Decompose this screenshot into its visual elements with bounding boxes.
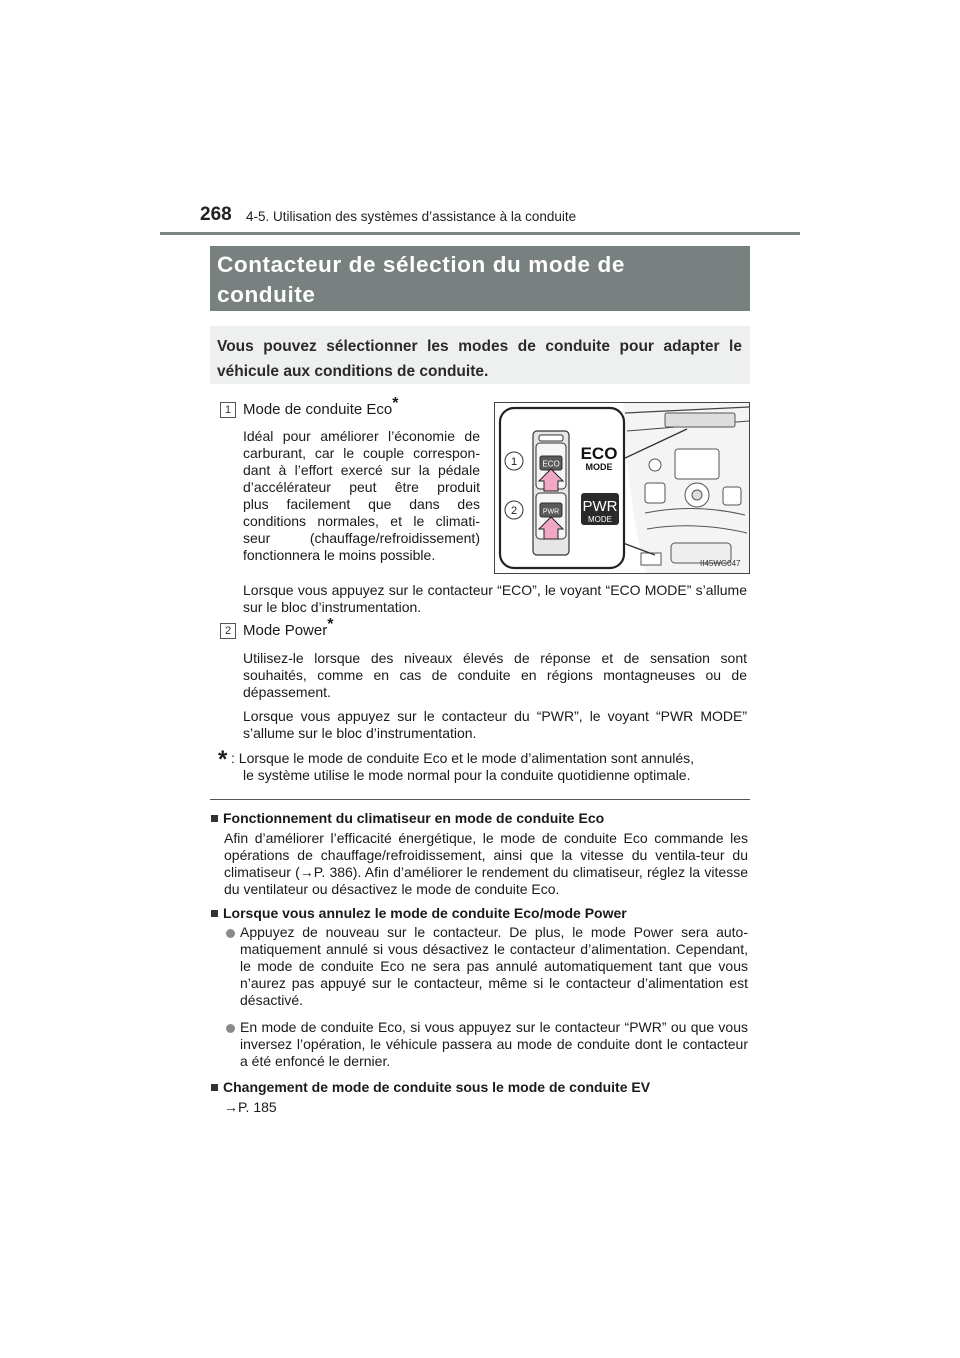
figure-callout-2: 2 bbox=[510, 505, 518, 517]
eco-indicator-top: ECO bbox=[580, 444, 618, 463]
section-heading-air-conditioner-text: Fonctionnement du climatiseur en mode de conduite Eco bbox=[223, 810, 605, 826]
item-number-2: 2 bbox=[220, 623, 236, 639]
footnote-asterisk: * bbox=[218, 746, 228, 773]
eco-indicator-bottom: MODE bbox=[585, 462, 613, 472]
item-heading-eco bbox=[243, 395, 399, 418]
section-heading-ev-mode-text: Changement de mode de conduite sous le mode de conduite EV bbox=[223, 1079, 651, 1095]
pwr-indicator-top: PWR bbox=[582, 498, 618, 515]
driving-mode-illustration bbox=[494, 402, 750, 574]
section-heading-air-conditioner bbox=[211, 810, 604, 826]
page-number: 268 bbox=[200, 204, 232, 225]
section-heading-ev-mode bbox=[211, 1079, 650, 1095]
pwr-button-label: PWR bbox=[542, 508, 560, 516]
eco-line-3: dant à l’effort exercé sur la pédale bbox=[243, 462, 480, 478]
eco-line-7: seur (chauffage/refroidissement) bbox=[243, 530, 480, 546]
item-note-power: Lorsque vous appuyez sur le contacteur du “PWR”, le voyant “PWR MODE” s’allume sur le bloc d’instrumentation. bbox=[243, 708, 747, 741]
bullet-text-1: Appuyez de nouveau sur le contacteur. De plus, le mode Power sera auto-matiquement annulé si vous désactivez le contacteur d’alimentation. Cependant, le mode de conduite Eco ne sera pas annulé automatiquement tant que vous n’aurez pas appuyé sur le contacteur, même si le contacteur d’alimentation est désactivé. bbox=[240, 924, 748, 1008]
page-title bbox=[210, 246, 750, 311]
asterisk-mark: * bbox=[392, 395, 399, 412]
asterisk-mark: * bbox=[327, 616, 334, 633]
square-bullet-icon bbox=[211, 1084, 218, 1091]
bullet-text-2: En mode de conduite Eco, si vous appuyez sur le contacteur “PWR” ou que vous inversez l’opération, le véhicule passera au mode de conduite dont le contacteur a été enfoncé le dernier. bbox=[240, 1019, 748, 1069]
section-heading-cancel-mode bbox=[211, 905, 627, 921]
page-reference-link[interactable]: →P. 185 bbox=[224, 1099, 277, 1115]
circle-bullet-icon bbox=[226, 1024, 235, 1033]
square-bullet-icon bbox=[211, 910, 218, 917]
section-title: 4-5. Utilisation des systèmes d’assistance à la conduite bbox=[246, 209, 577, 224]
header-rule bbox=[160, 232, 800, 235]
eco-line-6: conditions normales, et le climati- bbox=[243, 513, 480, 529]
item-heading-power-text: Mode Power bbox=[243, 622, 328, 639]
item-note-eco: Lorsque vous appuyez sur le contacteur “ECO”, le voyant “ECO MODE” s’allume sur le bloc d’instrumentation. bbox=[243, 582, 747, 615]
item-description-power: Utilisez-le lorsque des niveaux élevés de réponse et de sensation sont souhaités, comme en cas de conduite en régions montagneuses ou de dépassement. bbox=[243, 650, 747, 700]
section-heading-cancel-mode-text: Lorsque vous annulez le mode de conduite Eco/mode Power bbox=[223, 905, 627, 921]
eco-line-2: carburant, car le couple correspon- bbox=[243, 445, 480, 461]
footnote-line-2: le système utilise le mode normal pour la conduite quotidienne optimale. bbox=[243, 767, 691, 783]
footnote-line-1: : Lorsque le mode de conduite Eco et le mode d’alimentation sont annulés, bbox=[231, 750, 695, 766]
eco-line-8: fonctionnera le moins possible. bbox=[243, 547, 436, 563]
section-body-air-conditioner: Afin d’améliorer l’efficacité énergétique, le mode de conduite Eco commande les opérations de chauffage/refroidissement, ainsi que la vitesse du ventila-teur du climatiseur (→P. 386). Afin d’améliorer le rendement du climatiseur, réglez la vitesse du ventilateur ou désactivez le mode de conduite Eco. bbox=[224, 830, 748, 897]
eco-line-4: d’accélérateur peut être produit bbox=[243, 479, 480, 495]
illustration-svg bbox=[495, 403, 749, 573]
pwr-indicator-bottom: MODE bbox=[588, 515, 612, 524]
square-bullet-icon bbox=[211, 815, 218, 822]
figure-code: II45WG047 bbox=[700, 559, 741, 568]
eco-line-1: Idéal pour améliorer l’économie de bbox=[243, 428, 480, 444]
item-heading-eco-text: Mode de conduite Eco bbox=[243, 401, 393, 418]
eco-line-5: plus facilement que dans des bbox=[243, 496, 480, 512]
figure-callout-1: 1 bbox=[510, 456, 518, 468]
item-heading-power bbox=[243, 616, 334, 639]
eco-button-label: ECO bbox=[542, 459, 560, 469]
circle-bullet-icon bbox=[226, 929, 235, 938]
item-number-1: 1 bbox=[220, 402, 236, 418]
page-title-line-2: conduite bbox=[217, 282, 316, 307]
item-description-eco bbox=[243, 428, 480, 564]
intro-box: Vous pouvez sélectionner les modes de conduite pour adapter le véhicule aux conditions de conduite. bbox=[210, 326, 750, 384]
page-title-line-1: Contacteur de sélection du mode de bbox=[217, 252, 625, 277]
section-divider bbox=[210, 799, 750, 800]
